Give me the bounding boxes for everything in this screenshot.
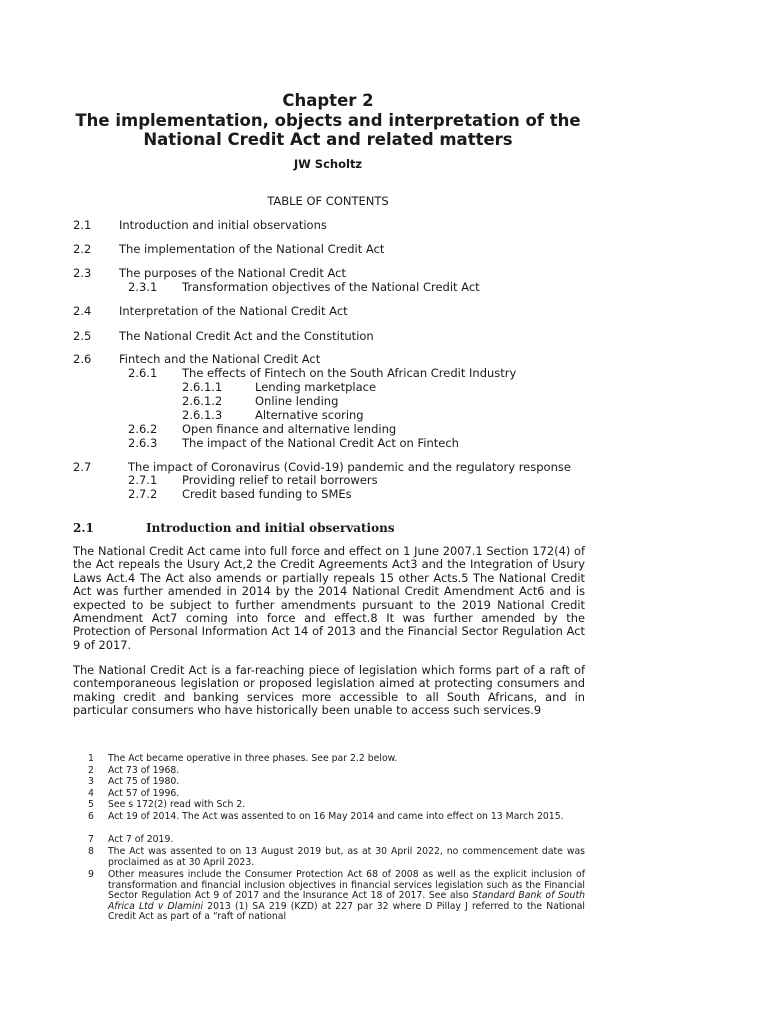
toc-entry-label: Alternative scoring <box>255 408 364 422</box>
section-title: Introduction and initial observations <box>146 521 395 535</box>
toc-entry-label: Fintech and the National Credit Act <box>119 352 321 366</box>
toc-entry-label: The implementation of the National Credit Act <box>119 242 385 256</box>
case-citation: Standard Bank of South Africa Ltd v Dlamini <box>108 890 585 912</box>
toc-entry-label: The National Credit Act and the Constitution <box>119 329 374 343</box>
footnote <box>88 766 585 777</box>
footnote-number: 6 <box>88 811 94 822</box>
toc-entry-number: 2.6 <box>73 352 92 366</box>
footnote <box>88 870 585 923</box>
toc-entry-number: 2.6.3 <box>128 436 158 450</box>
toc-entry-number: 2.3.1 <box>128 280 158 294</box>
footnote-number: 4 <box>88 788 94 799</box>
footnote-number: 1 <box>88 753 94 764</box>
section-number: 2.1 <box>73 521 94 535</box>
footnote <box>88 835 585 846</box>
footnote-text: Act 73 of 1968. <box>108 765 180 776</box>
toc-entry-label: Credit based funding to SMEs <box>182 487 352 501</box>
footnote-text: Act 19 of 2014. The Act was assented to on 16 May 2014 and came into effect on 13 March 2015. <box>108 811 564 822</box>
toc-entry-label: Open finance and alternative lending <box>182 422 397 436</box>
footnote-text: See s 172(2) read with Sch 2. <box>108 799 246 810</box>
toc-entry-label: Transformation objectives of the National Credit Act <box>182 280 480 294</box>
footnote <box>88 800 585 811</box>
footnote-number: 7 <box>88 834 94 845</box>
footnote-number: 8 <box>88 846 94 857</box>
toc-entry-number: 2.4 <box>73 304 92 318</box>
toc-heading: TABLE OF CONTENTS <box>267 194 389 208</box>
toc-entry-number: 2.1 <box>73 218 92 232</box>
footnote-number: 2 <box>88 765 94 776</box>
author-name: JW Scholtz <box>293 157 363 171</box>
footnote-number: 9 <box>88 869 94 880</box>
chapter-number: Chapter 2 <box>282 91 374 110</box>
toc-entry-number: 2.3 <box>73 266 92 280</box>
toc-entry-label: Introduction and initial observations <box>119 218 327 232</box>
footnote-text: The Act became operative in three phases. See par 2.2 below. <box>108 753 398 764</box>
footnote-number: 5 <box>88 799 94 810</box>
toc-entry-number: 2.6.1.3 <box>182 408 223 422</box>
footnote-text-start: Other measures include the Consumer Protection Act 68 of 2008 as well as the explicit inclusion of transformation and financial inclusion objectives in financial services legislation such as the Financial Sector Regulation Act 9 of 2017 and the Insurance Act 18 of 2017. See also <box>108 869 585 902</box>
toc-entry-number: 2.6.1.2 <box>182 394 223 408</box>
toc-entry-label: The impact of the National Credit Act on Fintech <box>182 436 459 450</box>
toc-entry-label: The impact of Coronavirus (Covid-19) pandemic and the regulatory response <box>128 460 571 474</box>
toc-entry-label: The effects of Fintech on the South African Credit Industry <box>182 366 517 380</box>
chapter-title-line-2: National Credit Act and related matters <box>143 130 513 149</box>
footnote <box>88 789 585 800</box>
toc-entry-number: 2.6.2 <box>128 422 158 436</box>
footnote <box>88 812 585 823</box>
toc-entry-label: Providing relief to retail borrowers <box>182 473 378 487</box>
footnote <box>88 777 585 788</box>
footnote <box>88 754 585 765</box>
footnote-text: Act 57 of 1996. <box>108 788 180 799</box>
toc-entry-label: Interpretation of the National Credit Act <box>119 304 348 318</box>
footnote-text <box>108 870 585 923</box>
footnote-text-end: 2013 (1) SA 219 (KZD) at 227 par 32 where D Pillay J referred to the National Credit Act as part of a “raft of national <box>108 900 585 923</box>
footnote-text: Act 7 of 2019. <box>108 834 174 845</box>
body-paragraph: The National Credit Act came into full force and effect on 1 June 2007.1 Section 172(4) of the Act repeals the Usury Act,2 the Credit Agreements Act3 and the Integration of Usury Laws Act.4 The Act also amends or partially repeals 15 other Acts.5 The National Credit Act was further amended in 2014 by the 2014 National Credit Amendment Act6 and is expected to be subject to further amendments pursuant to the 2019 National Credit Amendment Act7 coming into force and effect.8 It was further amended by the Protection of Personal Information Act 14 of 2013 and the Financial Sector Regulation Act 9 of 2017. <box>73 544 585 652</box>
toc-entry-number: 2.7.1 <box>128 473 158 487</box>
toc-entry-label: Online lending <box>255 394 339 408</box>
toc-entry-number: 2.6.1 <box>128 366 158 380</box>
toc-entry-number: 2.2 <box>73 242 92 256</box>
footnote-number: 3 <box>88 776 94 787</box>
toc-entry-number: 2.7.2 <box>128 487 158 501</box>
footnote-text: Act 75 of 1980. <box>108 776 180 787</box>
toc-entry-number: 2.6.1.1 <box>182 380 223 394</box>
chapter-title-line-1: The implementation, objects and interpretation of the <box>75 111 581 130</box>
footnote-text: The Act was assented to on 13 August 2019 but, as at 30 April 2022, no commencement date was proclaimed as at 30 April 2023. <box>108 846 585 868</box>
footnote <box>88 847 585 868</box>
toc-entry-label: Lending marketplace <box>255 380 377 394</box>
toc-entry-number: 2.7 <box>73 460 92 474</box>
toc-entry-label: The purposes of the National Credit Act <box>119 266 346 280</box>
toc-entry-number: 2.5 <box>73 329 92 343</box>
body-paragraph: The National Credit Act is a far-reaching piece of legislation which forms part of a raft of contemporaneous legislation or proposed legislation aimed at protecting consumers and making credit and banking services more accessible to all South Africans, and in particular consumers who have historically been unable to access such services.9 <box>73 663 585 718</box>
